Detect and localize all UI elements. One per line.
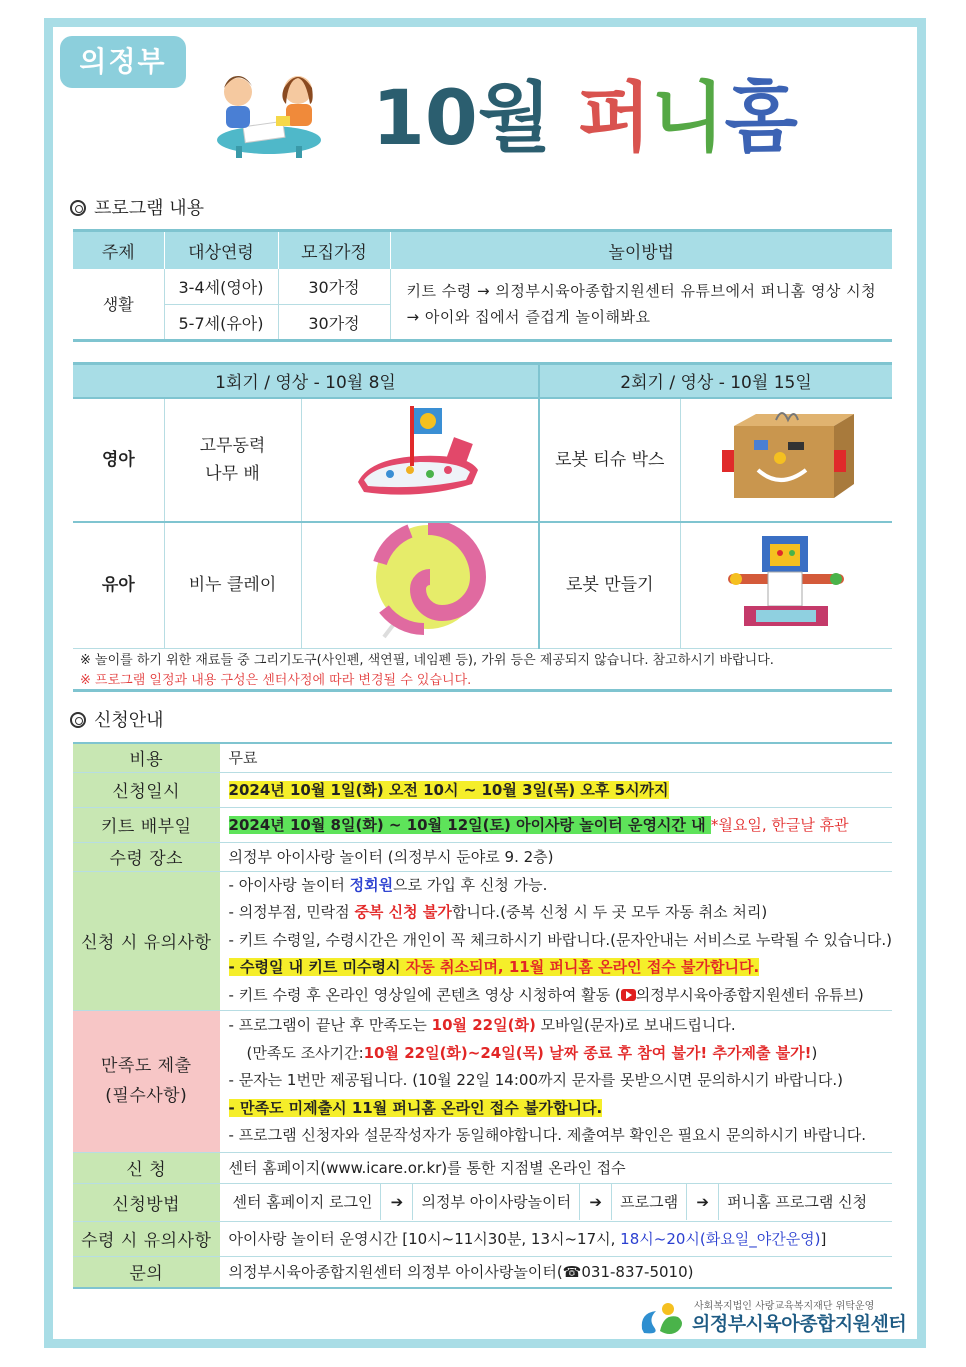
boat-image-cell (301, 398, 539, 522)
method-steps (220, 1183, 892, 1221)
header-method: 놀이방법 (390, 231, 892, 269)
section-program-heading: 프로그램 내용 (70, 194, 204, 220)
application-info-table (73, 742, 892, 1289)
item-cell: 비누 클레이 (164, 522, 301, 649)
date-label: 신청일시 (73, 772, 220, 807)
method-label: 신청방법 (73, 1183, 220, 1221)
rubber-band-boat-image (350, 400, 490, 510)
robot-tissue-box-image (716, 400, 856, 510)
section-apply-heading: 신청안내 (70, 706, 164, 732)
robot-image-cell (680, 522, 892, 649)
program-table (73, 229, 892, 342)
caution-label: 신청 시 유의사항 (73, 871, 220, 1010)
cost-value: 무료 (220, 743, 892, 772)
header-count: 모집가정 (278, 231, 390, 269)
method-cell (390, 269, 892, 341)
place-value: 의정부 아이사랑 놀이터 (의정부시 둔야로 9. 2층) (220, 842, 892, 871)
header-age: 대상연령 (164, 231, 278, 269)
method-line-2: → 아이와 집에서 즐겁게 놀이해봐요 (406, 307, 651, 326)
group-cell: 영아 (73, 398, 164, 522)
cost-label: 비용 (73, 743, 220, 772)
step-playground: 의정부 아이사랑놀이터 (413, 1184, 580, 1220)
group-cell: 유아 (73, 522, 164, 649)
title-char-2: 니 (651, 73, 725, 162)
kit-value: 2024년 10월 8일(화) ~ 10월 12일(토) 아이사랑 놀이터 운영시간 내 *월요일, 한글날 휴관 (220, 807, 892, 842)
schedule-change-note: ※ 프로그램 일정과 내용 구성은 센터사정에 따라 변경될 수 있습니다. (80, 673, 472, 688)
youtube-icon (621, 989, 636, 1001)
divider (73, 689, 892, 692)
caution-value: - 아이사랑 놀이터 정회원으로 가입 후 신청 가능. - 의정부점, 민락점 중복 신청 불가합니다.(중복 신청 시 두 곳 모두 자동 취소 처리) - 키트 수령일, 수령시간은 개인이 꼭 체크하시기 바랍니다.(문자안내는 서비스로 누락될 수 있습니다.) - 수령일 내 키트 미수령시 자동 취소되며, 11월 퍼니홈 온라인 접수 불가합니다. - 키트 수령 후 온라인 영상일에 콘텐츠 영상 시청하여 활동 ( 의정부시육아종합지원센터 유튜브) (220, 871, 892, 1010)
title-month: 10월 (372, 73, 552, 162)
title-char-3: 홈 (724, 73, 798, 162)
location-badge: 의정부 (60, 36, 186, 88)
receive-label: 수령 시 유의사항 (73, 1221, 220, 1256)
receive-value: 아이사랑 놀이터 운영시간 [10시~11시30분, 13시~17시, 18시~20시(화요일_야간운영)] (220, 1221, 892, 1256)
robot-craft-image (716, 526, 856, 636)
page-title (372, 70, 798, 166)
item-cell: 로봇 만들기 (539, 522, 680, 649)
arrow-right-icon: ➔ (687, 1184, 719, 1220)
double-circle-icon (70, 200, 86, 216)
session-table (73, 362, 892, 649)
kids-playing-illustration (206, 62, 332, 162)
center-logo-icon (638, 1301, 690, 1337)
survey-value: - 프로그램이 끝난 후 만족도는 10월 22일(화) 모바일(문자)로 보내드립니다. (만족도 조사기간:10월 22일(화)~24일(목) 날짜 종료 후 참여 불가! 추가제출 불가!) - 문자는 1번만 제공됩니다. (10월 22일 14:00까지 문자를 못받으시면 문의하시기 바랍니다.) - 만족도 미제출시 11월 퍼니홈 온라인 접수 불가합니다. - 프로그램 신청자와 설문작성자가 동일해야합니다. 제출여부 확인은 필요시 문의하시기 바랍니다. (220, 1010, 892, 1152)
item-cell: 고무동력 나무 배 (164, 398, 301, 522)
soap-clay-lollipop-image (350, 523, 490, 639)
method-line-1: 키트 수령 → 의정부시육아종합지원센터 유튜브에서 퍼니홈 영상 시청 (406, 281, 877, 300)
robot-box-image-cell (680, 398, 892, 522)
arrow-right-icon: ➔ (580, 1184, 612, 1220)
step-program: 프로그램 (612, 1184, 687, 1220)
contact-label: 문의 (73, 1256, 220, 1288)
count-cell: 30가정 (278, 305, 390, 341)
place-label: 수령 장소 (73, 842, 220, 871)
apply-label: 신 청 (73, 1152, 220, 1183)
step-login: 센터 홈페이지 로그인 (225, 1184, 382, 1220)
date-value: 2024년 10월 1일(화) 오전 10시 ~ 10월 3일(목) 오후 5시까지 (220, 772, 892, 807)
center-name: 의정부시육아종합지원센터 (692, 1313, 907, 1335)
session-2-header: 2회기 / 영상 - 10월 15일 (539, 364, 892, 398)
survey-label: 만족도 제출 (필수사항) (73, 1010, 220, 1152)
age-cell: 3-4세(영아) (164, 269, 278, 305)
title-char-1: 퍼 (577, 73, 652, 162)
contact-value: 의정부시육아종합지원센터 의정부 아이사랑놀이터(☎031-837-5010) (220, 1256, 892, 1288)
count-cell: 30가정 (278, 269, 390, 305)
topic-cell: 생활 (73, 269, 164, 341)
clay-image-cell (301, 522, 539, 649)
item-cell: 로봇 티슈 박스 (539, 398, 680, 522)
session-1-header: 1회기 / 영상 - 10월 8일 (73, 364, 539, 398)
materials-note: ※ 놀이를 하기 위한 재료들 중 그리기도구(사인펜, 색연필, 네임펜 등), 가위 등은 제공되지 않습니다. 참고하시기 바랍니다. (80, 653, 774, 668)
kit-label: 키트 배부일 (73, 807, 220, 842)
arrow-right-icon: ➔ (381, 1184, 413, 1220)
header-topic: 주제 (73, 231, 164, 269)
double-circle-icon (70, 712, 86, 728)
center-logo (638, 1297, 907, 1337)
foundation-text: 사회복지법인 사랑교육복지재단 위탁운영 (694, 1301, 875, 1312)
apply-value: 센터 홈페이지(www.icare.or.kr)를 통한 지점별 온라인 접수 (220, 1152, 892, 1183)
step-funnyhome: 퍼니홈 프로그램 신청 (727, 1193, 868, 1211)
age-cell: 5-7세(유아) (164, 305, 278, 341)
